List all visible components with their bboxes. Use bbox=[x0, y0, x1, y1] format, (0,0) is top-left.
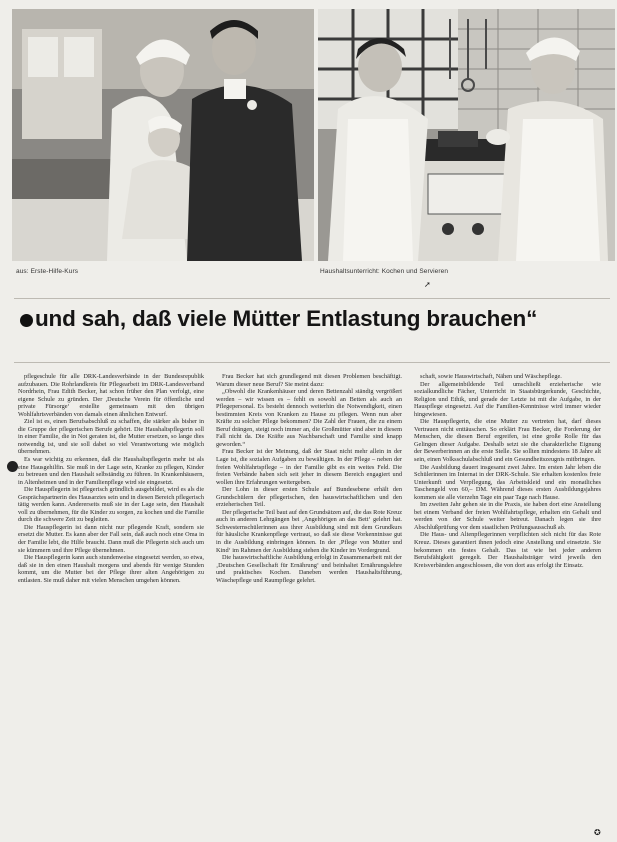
paragraph: Die Hauspflegerin kann auch stundenweise eingesetzt werden, so etwa, daß sie in den einen Haushalt morgens und abends für wenige Stunden kommt, um die Mutter bei der Pflege ihrer alten Angehörigen zu entlasten. Sie muß daher mit vielen Menschen umgehen können. bbox=[18, 554, 204, 584]
paragraph: Der Lohn in dieser ersten Schule auf Bundesebene erhält den Grundschülern der pflegerischen, den hauswirtschaftlichen und den erzieherischen Teil. bbox=[216, 486, 402, 509]
arrow-icon: ➚ bbox=[424, 280, 431, 289]
photo-cooking-class bbox=[318, 9, 615, 261]
article-headline bbox=[20, 306, 610, 332]
photo-first-aid-course bbox=[12, 9, 314, 261]
paragraph: Frau Becker ist der Meinung, daß der Staat nicht mehr allein in der Lage ist, die sozialen Aufgaben zu bewältigen. In der Pflege – neben der freien Wohlfahrtspflege – in der Familie gibt es ein weites Feld. Die freien Verbände haben sich seit jeher in diesem Bereich engagiert und wollen ihre Erfahrungen weitergeben. bbox=[216, 448, 402, 486]
paragraph: pflegeschule für alle DRK-Landesverbände in der Bundesrepublik aufzubauen. Die Rohrlandkreis für Pflegearbeit im DRK-Landesverband Nordrhein, Frau Edith Becker, hat schon früher den Plan verfolgt, eine eigene Schule zu gründen. Der ,Deutsche Verein für öffentliche und private Fürsorge‘ erstellte gemeinsam mit den übrigen Wohlfahrtsverbänden von damals einen ähnlichen Entwurf. bbox=[18, 373, 204, 418]
cooking-photo-graphic bbox=[318, 9, 615, 261]
paragraph: Ziel ist es, einen Berufsabschluß zu schaffen, die stärker als bisher in die Gruppe der pflegerischen Berufe gehört. Die Haushaltspflegerin soll in einer Familie, die in Not geraten ist, die Mutter ersetzen, so lange dies notwendig ist, und sie soll dabei so viel Verantwortung wie möglich übernehmen. bbox=[18, 418, 204, 456]
paragraph: Der allgemeinbildende Teil umschließt erzieherische wie sozialkundliche Fächer, Unterricht in Staatsbürgerkunde, Geschichte, Religion und Ethik, und gerade der Letzte ist mit die Aufgabe, in der Hauspflege eingesetzt. Auf die Familien-Kenntnisse wird immer wieder hingewiesen. bbox=[414, 380, 601, 418]
article-column-2 bbox=[216, 373, 402, 841]
paragraph: Die Haus- und Altenpflegerinnen verpflichten sich nicht für das Rote Kreuz. Dieses garantiert ihnen jedoch eine Anstellung und einsetzte. Sie bekommen ein festes Gehalt. Das ist wie bei jeder anderen Berufsfähigkeit geregelt. Der Haushaltsträger wird jeweils den Kreisverbänden angeschlossen, die von dort aus erfolgt ihr Einsatz. bbox=[414, 531, 601, 569]
paragraph: Die hauswirtschaftliche Ausbildung erfolgt in Zusammenarbeit mit der ‚Deutschen Gesellschaft für Ernährung‘ und beinhaltet Ernährungslehre und praktisches Kochen. Daneben werden Haushaltsführung, Wäschepflege und Raumpflege gelehrt. bbox=[216, 554, 402, 584]
first-aid-photo-graphic bbox=[12, 9, 314, 261]
article-column-3 bbox=[414, 373, 601, 841]
end-of-article-icon: ✪ bbox=[594, 828, 601, 837]
ink-blot-icon bbox=[7, 461, 18, 472]
paragraph: Die Hauspflegerin, die eine Mutter zu vertreten hat, darf dieses Vertrauen nicht enttäuschen. So erklärt Frau Becker, die Forderung der Menschen, die diesen Beruf ergreifen, ist eine große Rolle für das Gelingen dieser Aufgabe. Deshalb setzt sie die charakterliche Eignung der Bewerberinnen an die erste Stelle. Sie sollten mindestens 18 Jahre alt sein, einen Volksschulabschluß und ein Gesundheitszeugnis mitbringen. bbox=[414, 418, 601, 464]
photo-caption-left: aus: Erste-Hilfe-Kurs bbox=[16, 268, 79, 275]
paragraph: Frau Becker hat sich grundlegend mit diesen Problemen beschäftigt. Warum dieser neue Beruf? Sie meint dazu: bbox=[216, 373, 402, 388]
paragraph: Die Ausbildung dauert insgesamt zwei Jahre. Im ersten Jahr leben die Schülerinnen im Internat in der DRK-Schule. Sie erhalten kostenlos freie Unterkunft und Verpflegung, das Arbeitskleid und ein monatliches Taschengeld von 60,– DM. Während dieses ersten Ausbildungsjahres kommen sie alle vierzehn Tage ein paar Tage nach Hause. bbox=[414, 463, 601, 501]
bullet-icon bbox=[20, 314, 33, 327]
paragraph: schaft, sowie Hauswirtschaft, Nähen und Wäschepflege. bbox=[420, 373, 562, 380]
paragraph: Es war wichtig zu erkennen, daß die Haushaltspflegerin mehr ist als eine Hausgehilfin. Sie muß in der Lage sein, Kranke zu pflegen, Kinder zu betreuen und den Haushalt selbständig zu führen. In Krankenhäusern, in Altenheimen und in der Familienpflege wird sie eingesetzt. bbox=[18, 456, 204, 486]
headline-rule-bottom bbox=[14, 362, 610, 363]
photo-caption-right: Haushaltsunterricht: Kochen und Servieren bbox=[320, 268, 449, 275]
article-column-1 bbox=[18, 373, 204, 841]
paragraph: „Obwohl die Krankenhäuser und deren Bettenzahl ständig vergrößert werden – wir wissen es – fehlt es sowohl an Betten als auch an Pflegepersonal. Es besteht dennoch weiterhin die Notwendigkeit, einen bestimmten Kreis von Kranken zu Hause zu pflegen. Wenn nun aber Kräfte zu solcher Pflege bekommen? Die Zahl der Frauen, die zu einem Beruf drängen, steigt noch immer an, die Großmütter sind aber in diesem Fall nicht da. Die Kräfte aus Nachbarschaft und Familie sind knapp geworden.“ bbox=[216, 388, 402, 448]
paragraph: Im zweiten Jahr gehen sie in die Praxis, sie haben dort eine Anstellung bei einem Verband der freien Wohlfahrtspflege, erhalten ein Gehalt und werden von der Schule weiter betreut. Danach legen sie ihre Abschlußprüfung vor dem staatlichen Prüfungsausschuß ab. bbox=[414, 501, 601, 531]
paragraph: Die Hauspflegerin ist pflegerisch gründlich ausgebildet, wird es als die Gesprächspartnerin des Hausarztes sein und in diesen Bereich pflegerisch tätig werden kann. Andererseits muß sie in der Lage sein, den Haushalt voll zu übernehmen, für die Kinder zu sorgen, zu kochen und die Familie durch die schwere Zeit zu begleiten. bbox=[18, 486, 204, 524]
paragraph: Der pflegerische Teil baut auf den Grundsätzen auf, die das Rote Kreuz auch in anderen Lehrgängen bei ‚Angehörigen an das Bett‘ gelehrt hat. Schwesternschülerinnen aus ihrer Ausbildung sind mit dem Grundkurs für häusliche Krankenpflege vertraut, so daß sie diese Vorkenntnisse gut in die Ausbildung einbringen können. In der ‚Pflege von Mutter und Kind‘ im Rahmen der Ausbildung stehen die Kinder im Vordergrund. bbox=[216, 508, 402, 554]
headline-rule-top bbox=[14, 298, 610, 299]
paragraph: Die Hauspflegerin ist dann nicht nur pflegende Kraft, sondern sie ersetzt die Mutter. Es kann aber der Fall sein, daß auch noch eine Oma in der Familie lebt, die Hilfe braucht. Dann muß die Pflegerin sich auch um sie kümmern und ihre Pflege übernehmen. bbox=[18, 523, 204, 554]
headline-text: und sah, daß viele Mütter Entlastung brauchen“ bbox=[35, 306, 538, 331]
